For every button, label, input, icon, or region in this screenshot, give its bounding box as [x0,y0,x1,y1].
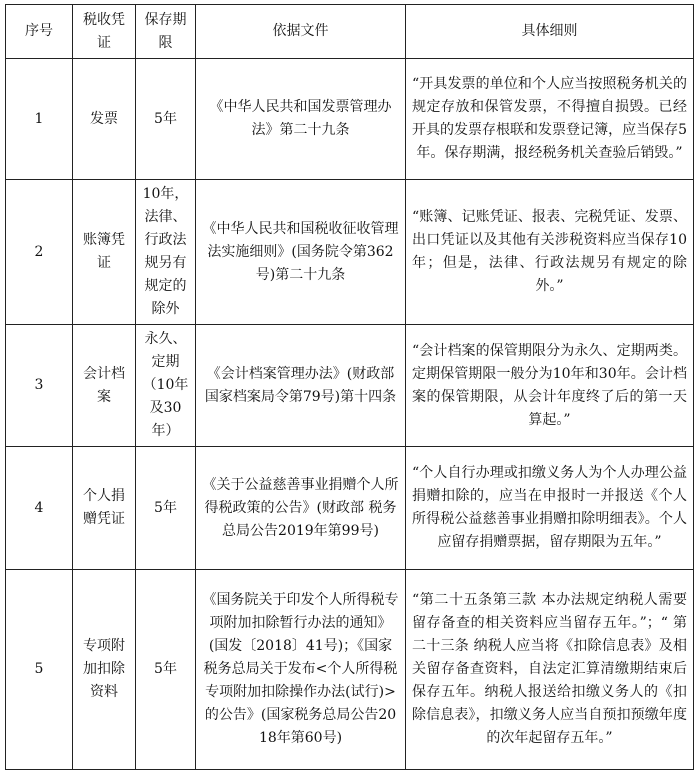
row-detail: “账簿、记账凭证、报表、完税凭证、发票、出口凭证以及其他有关涉税资料应当保存10年；但是，法律、行政法规另有规定的除外。” [406,180,694,325]
row-detail: “个人自行办理或扣缴义务人为个人办理公益捐赠扣除的，应当在申报时一并报送《个人所得税公益慈善事业捐赠扣除明细表》。个人应留存捐赠票据，留存期限为五年。” [406,447,694,570]
row-basis: 《中华人民共和国发票管理办法》第二十九条 [196,59,406,180]
row-index: 3 [6,325,73,447]
row-detail: “会计档案的保管期限分为永久、定期两类。定期保管期限一般分为10年和30年。会计档案的保管期限，从会计年度终了后的第一天算起。” [406,325,694,447]
row-period: 5年 [136,570,196,770]
row-index: 1 [6,59,73,180]
header-voucher: 税收凭证 [73,5,136,59]
header-index: 序号 [6,5,73,59]
table-row [6,570,694,770]
header-period: 保存期限 [136,5,196,59]
row-period: 永久、定期（10年及30年） [136,325,196,447]
row-index: 4 [6,447,73,570]
row-index: 2 [6,180,73,325]
row-basis: 《会计档案管理办法》(财政部 国家档案局令第79号)第十四条 [196,325,406,447]
row-detail: “第二十五条第三款 本办法规定纳税人需要留存备查的相关资料应当留存五年。”；“ 第二十三条 纳税人应当将《扣除信息表》及相关留存备查资料，自法定汇算清缴期结束后保存五年。纳税人报送给扣缴义务人的《扣除信息表》，扣缴义务人应当自预扣预缴年度的次年起留存五年。” [406,570,694,770]
tax-voucher-retention-table [5,4,694,770]
row-basis: 《关于公益慈善事业捐赠个人所得税政策的公告》(财政部 税务总局公告2019年第99号) [196,447,406,570]
row-index: 5 [6,570,73,770]
table-row [6,325,694,447]
table-row [6,447,694,570]
row-period: 10年，法律、行政法规另有规定的除外 [136,180,196,325]
table-row [6,59,694,180]
table-header-row [6,5,694,59]
header-basis: 依据文件 [196,5,406,59]
row-voucher: 专项附加扣除资料 [73,570,136,770]
row-basis: 《中华人民共和国税收征收管理法实施细则》(国务院令第362号)第二十九条 [196,180,406,325]
row-voucher: 账簿凭证 [73,180,136,325]
row-period: 5年 [136,59,196,180]
row-basis: 《国务院关于印发个人所得税专项附加扣除暂行办法的通知》(国发〔2018〕41号)；《国家税务总局关于发布<个人所得税专项附加扣除操作办法(试行)>的公告》(国家税务总局公告2018年第60号) [196,570,406,770]
row-voucher: 个人捐赠凭证 [73,447,136,570]
row-period: 5年 [136,447,196,570]
row-voucher: 会计档案 [73,325,136,447]
row-voucher: 发票 [73,59,136,180]
row-detail: “开具发票的单位和个人应当按照税务机关的规定存放和保管发票，不得擅自损毁。已经开具的发票存根联和发票登记簿，应当保存5年。保存期满，报经税务机关查验后销毁。” [406,59,694,180]
header-detail: 具体细则 [406,5,694,59]
table-row [6,180,694,325]
